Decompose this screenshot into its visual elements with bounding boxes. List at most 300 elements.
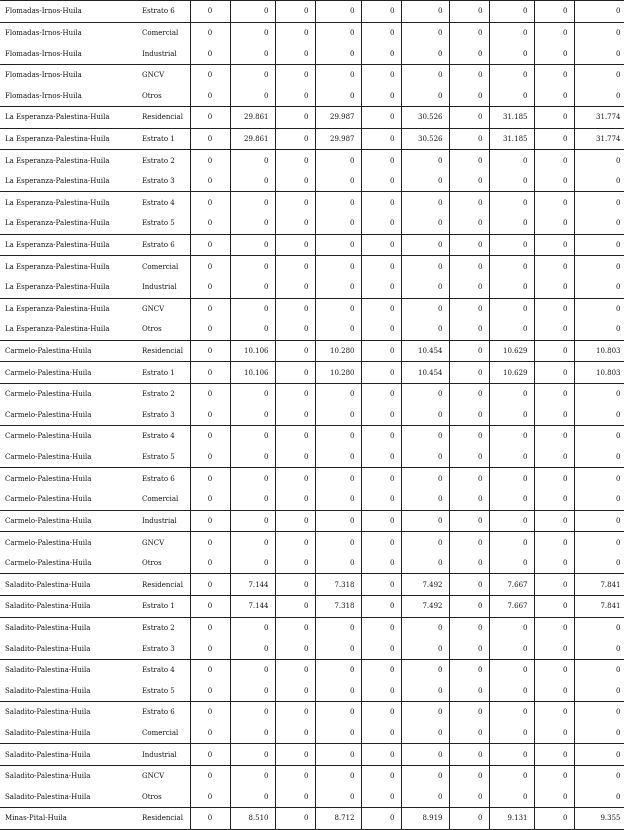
category-cell: Residencial: [140, 808, 190, 830]
location-cell: Saladito-Palestina-Huila: [5, 729, 91, 738]
value-cell: 0: [361, 277, 401, 298]
value-cell: 0: [190, 596, 230, 618]
value-cell: 0: [190, 340, 230, 362]
value-cell: 0: [275, 64, 315, 85]
value-cell: 0: [361, 192, 401, 213]
value-cell: 0: [401, 1, 449, 23]
value-cell: 0: [449, 468, 489, 489]
value-cell: 29.861: [230, 128, 275, 150]
location-cell: Carmelo-Palestina-Huila: [0, 362, 140, 384]
value-cell: 0: [449, 319, 489, 340]
value-cell: 0: [534, 256, 574, 277]
value-cell: 0: [574, 85, 624, 106]
value-cell: 0: [574, 383, 624, 404]
value-cell: 0: [275, 171, 315, 192]
category-cell: Industrial: [142, 49, 177, 58]
value-cell: 0: [315, 447, 361, 468]
value-cell: 0: [361, 43, 401, 64]
location-cell: Saladito-Palestina-Huila: [0, 596, 140, 618]
value-cell: 0: [401, 489, 449, 510]
value-cell: 29.987: [315, 107, 361, 129]
value-cell: 0: [574, 765, 624, 786]
value-cell: 0: [574, 277, 624, 298]
value-cell: 0: [315, 319, 361, 340]
value-cell: 0: [534, 298, 574, 319]
value-cell: 0: [230, 426, 275, 447]
value-cell: 0: [190, 405, 230, 426]
location-cell: Carmelo-Palestina-Huila: [5, 559, 92, 568]
location-cell: La Esperanza-Palestina-Huila: [5, 283, 110, 292]
category-cell: Otros: [142, 792, 162, 801]
value-cell: 0: [275, 532, 315, 553]
value-cell: 0: [230, 192, 275, 213]
value-cell: 0: [449, 681, 489, 702]
value-cell: 0: [449, 553, 489, 574]
value-cell: 0: [534, 405, 574, 426]
location-cell: Saladito-Palestina-Huila: [5, 644, 91, 653]
value-cell: 0: [534, 234, 574, 256]
table-row: [0, 171, 624, 192]
value-cell: 0: [489, 43, 534, 64]
value-cell: 0: [534, 171, 574, 192]
value-cell: 0: [230, 510, 275, 532]
value-cell: 0: [361, 468, 401, 489]
category-cell: GNCV: [140, 765, 190, 786]
value-cell: 0: [401, 723, 449, 744]
location-cell: Carmelo-Palestina-Huila: [0, 340, 140, 362]
value-cell: 0: [230, 638, 275, 659]
value-cell: 10.280: [315, 362, 361, 384]
value-cell: 0: [401, 447, 449, 468]
value-cell: 0: [489, 22, 534, 43]
value-cell: 0: [574, 553, 624, 574]
value-cell: 0: [574, 723, 624, 744]
value-cell: 0: [275, 298, 315, 319]
value-cell: 0: [190, 107, 230, 129]
value-cell: 0: [574, 702, 624, 723]
value-cell: 0: [275, 553, 315, 574]
value-cell: 0: [275, 85, 315, 106]
value-cell: 31.185: [489, 107, 534, 129]
value-cell: 0: [534, 447, 574, 468]
value-cell: 0: [401, 43, 449, 64]
location-cell: Flomadas-Irnos-Huila: [0, 22, 140, 43]
location-cell: Carmelo-Palestina-Huila: [5, 453, 92, 462]
value-cell: 0: [230, 532, 275, 553]
value-cell: 0: [230, 85, 275, 106]
value-cell: 0: [230, 489, 275, 510]
value-cell: 0: [449, 447, 489, 468]
value-cell: 0: [574, 744, 624, 766]
location-cell: La Esperanza-Palestina-Huila: [0, 256, 140, 277]
value-cell: 0: [361, 681, 401, 702]
value-cell: 0: [489, 617, 534, 638]
value-cell: 0: [574, 1, 624, 23]
value-cell: 0: [401, 681, 449, 702]
value-cell: 0: [190, 468, 230, 489]
table-row: [0, 787, 624, 808]
location-cell: Flomadas-Irnos-Huila: [5, 49, 82, 58]
value-cell: 0: [449, 510, 489, 532]
value-cell: 0: [190, 43, 230, 64]
value-cell: 0: [190, 617, 230, 638]
category-cell: Estrato 5: [142, 219, 175, 228]
value-cell: 0: [534, 574, 574, 596]
value-cell: 0: [190, 659, 230, 680]
value-cell: 0: [275, 787, 315, 808]
value-cell: 0: [275, 150, 315, 171]
value-cell: 0: [574, 532, 624, 553]
value-cell: 0: [361, 128, 401, 150]
value-cell: 0: [449, 787, 489, 808]
value-cell: 0: [361, 596, 401, 618]
value-cell: 0: [275, 447, 315, 468]
value-cell: 0: [401, 213, 449, 234]
value-cell: 0: [489, 553, 534, 574]
value-cell: 0: [401, 234, 449, 256]
value-cell: 0: [449, 617, 489, 638]
value-cell: 0: [489, 447, 534, 468]
value-cell: 0: [361, 150, 401, 171]
value-cell: 0: [574, 787, 624, 808]
value-cell: 0: [275, 213, 315, 234]
value-cell: 0: [315, 298, 361, 319]
value-cell: 0: [315, 787, 361, 808]
value-cell: 0: [275, 277, 315, 298]
value-cell: 0: [489, 659, 534, 680]
value-cell: 0: [401, 319, 449, 340]
value-cell: 0: [361, 22, 401, 43]
category-cell: Comercial: [142, 495, 179, 504]
value-cell: 0: [574, 681, 624, 702]
value-cell: 0: [275, 681, 315, 702]
value-cell: 0: [489, 171, 534, 192]
value-cell: 0: [190, 744, 230, 766]
value-cell: 0: [361, 234, 401, 256]
category-cell: Estrato 5: [142, 686, 175, 695]
table-row: [0, 128, 624, 150]
table-row: [0, 596, 624, 618]
table-row: [0, 277, 624, 298]
value-cell: 0: [190, 256, 230, 277]
value-cell: 0: [401, 150, 449, 171]
value-cell: 0: [275, 340, 315, 362]
value-cell: 0: [449, 85, 489, 106]
value-cell: 0: [534, 22, 574, 43]
category-cell: Estrato 4: [140, 192, 190, 213]
value-cell: 0: [361, 405, 401, 426]
value-cell: 0: [574, 489, 624, 510]
value-cell: 0: [449, 362, 489, 384]
value-cell: 0: [534, 596, 574, 618]
value-cell: 0: [449, 256, 489, 277]
value-cell: 0: [361, 723, 401, 744]
value-cell: 0: [190, 128, 230, 150]
value-cell: 0: [315, 468, 361, 489]
location-cell: Flomadas-Irnos-Huila: [0, 64, 140, 85]
value-cell: 0: [361, 553, 401, 574]
category-cell: Otros: [142, 559, 162, 568]
location-cell: Saladito-Palestina-Huila: [5, 686, 91, 695]
location-cell: La Esperanza-Palestina-Huila: [0, 128, 140, 150]
value-cell: 0: [574, 638, 624, 659]
value-cell: 0: [534, 340, 574, 362]
value-cell: 0: [230, 171, 275, 192]
table-row: [0, 85, 624, 106]
value-cell: 10.454: [401, 362, 449, 384]
location-cell: Flomadas-Irnos-Huila: [0, 1, 140, 23]
value-cell: 0: [275, 617, 315, 638]
value-cell: 0: [401, 383, 449, 404]
value-cell: 0: [449, 213, 489, 234]
value-cell: 0: [230, 468, 275, 489]
value-cell: 0: [534, 107, 574, 129]
value-cell: 0: [489, 298, 534, 319]
table-row: [0, 553, 624, 574]
value-cell: 0: [574, 468, 624, 489]
location-cell: Minas-Pital-Huila: [0, 808, 140, 830]
value-cell: 0: [449, 532, 489, 553]
value-cell: 0: [401, 277, 449, 298]
value-cell: 0: [275, 723, 315, 744]
value-cell: 0: [449, 234, 489, 256]
value-cell: 0: [449, 171, 489, 192]
value-cell: 0: [489, 319, 534, 340]
value-cell: 0: [534, 681, 574, 702]
value-cell: 0: [361, 64, 401, 85]
value-cell: 0: [315, 277, 361, 298]
category-cell: Estrato 6: [140, 1, 190, 23]
location-cell: La Esperanza-Palestina-Huila: [0, 192, 140, 213]
value-cell: 0: [534, 744, 574, 766]
location-cell: Saladito-Palestina-Huila: [0, 765, 140, 786]
value-cell: 0: [574, 256, 624, 277]
value-cell: 0: [449, 702, 489, 723]
table-row: [0, 150, 624, 171]
value-cell: 0: [534, 426, 574, 447]
value-cell: 0: [449, 489, 489, 510]
value-cell: 0: [489, 277, 534, 298]
table-row: [0, 192, 624, 213]
value-cell: 0: [315, 617, 361, 638]
value-cell: 0: [401, 659, 449, 680]
value-cell: 0: [489, 510, 534, 532]
value-cell: 0: [230, 553, 275, 574]
value-cell: 0: [401, 744, 449, 766]
table-row: [0, 489, 624, 510]
value-cell: 0: [574, 659, 624, 680]
value-cell: 0: [190, 192, 230, 213]
value-cell: 0: [401, 171, 449, 192]
value-cell: 0: [449, 150, 489, 171]
location-cell: La Esperanza-Palestina-Huila: [5, 325, 110, 334]
value-cell: 0: [315, 659, 361, 680]
value-cell: 7.667: [489, 574, 534, 596]
value-cell: 0: [401, 192, 449, 213]
location-cell: La Esperanza-Palestina-Huila: [0, 234, 140, 256]
value-cell: 0: [315, 532, 361, 553]
location-cell: Carmelo-Palestina-Huila: [0, 468, 140, 489]
value-cell: 0: [275, 22, 315, 43]
location-cell: Saladito-Palestina-Huila: [0, 659, 140, 680]
value-cell: 7.318: [315, 596, 361, 618]
value-cell: 0: [230, 765, 275, 786]
value-cell: 0: [190, 510, 230, 532]
table-row: [0, 22, 624, 43]
value-cell: 0: [190, 171, 230, 192]
value-cell: 0: [190, 447, 230, 468]
value-cell: 7.492: [401, 596, 449, 618]
value-cell: 0: [534, 553, 574, 574]
value-cell: 0: [401, 532, 449, 553]
value-cell: 0: [315, 43, 361, 64]
value-cell: 0: [230, 64, 275, 85]
value-cell: 0: [449, 1, 489, 23]
value-cell: 0: [275, 574, 315, 596]
location-cell: Saladito-Palestina-Huila: [0, 617, 140, 638]
value-cell: 0: [449, 383, 489, 404]
table-row: [0, 1, 624, 23]
value-cell: 0: [449, 596, 489, 618]
value-cell: 0: [361, 447, 401, 468]
value-cell: 10.629: [489, 340, 534, 362]
category-cell: Estrato 6: [140, 234, 190, 256]
value-cell: 0: [275, 128, 315, 150]
value-cell: 0: [275, 319, 315, 340]
value-cell: 0: [401, 787, 449, 808]
value-cell: 0: [190, 1, 230, 23]
value-cell: 0: [401, 510, 449, 532]
value-cell: 0: [190, 426, 230, 447]
value-cell: 0: [449, 574, 489, 596]
value-cell: 0: [230, 383, 275, 404]
value-cell: 7.667: [489, 596, 534, 618]
value-cell: 0: [361, 787, 401, 808]
table-row: [0, 744, 624, 766]
category-cell: Estrato 4: [140, 426, 190, 447]
value-cell: 0: [190, 681, 230, 702]
value-cell: 0: [574, 405, 624, 426]
value-cell: 0: [275, 744, 315, 766]
value-cell: 0: [574, 150, 624, 171]
value-cell: 0: [190, 64, 230, 85]
table-row: [0, 234, 624, 256]
value-cell: 0: [574, 447, 624, 468]
value-cell: 30.526: [401, 128, 449, 150]
value-cell: 0: [190, 150, 230, 171]
value-cell: 0: [401, 405, 449, 426]
value-cell: 0: [489, 192, 534, 213]
value-cell: 0: [361, 617, 401, 638]
value-cell: 31.774: [574, 128, 624, 150]
value-cell: 0: [275, 765, 315, 786]
table-row: [0, 426, 624, 447]
value-cell: 0: [401, 617, 449, 638]
category-cell: Residencial: [140, 107, 190, 129]
value-cell: 0: [574, 192, 624, 213]
value-cell: 0: [574, 43, 624, 64]
value-cell: 10.280: [315, 340, 361, 362]
value-cell: 0: [275, 702, 315, 723]
table-row: [0, 213, 624, 234]
value-cell: 0: [230, 150, 275, 171]
value-cell: 0: [361, 489, 401, 510]
value-cell: 0: [489, 744, 534, 766]
value-cell: 0: [401, 468, 449, 489]
value-cell: 0: [315, 723, 361, 744]
value-cell: 0: [230, 22, 275, 43]
value-cell: 0: [230, 234, 275, 256]
location-cell: Saladito-Palestina-Huila: [0, 744, 140, 766]
value-cell: 0: [275, 510, 315, 532]
value-cell: 0: [190, 638, 230, 659]
value-cell: 10.629: [489, 362, 534, 384]
value-cell: 0: [315, 681, 361, 702]
value-cell: 0: [401, 85, 449, 106]
category-cell: Estrato 2: [140, 617, 190, 638]
value-cell: 0: [489, 723, 534, 744]
table-row: [0, 362, 624, 384]
value-cell: 0: [230, 213, 275, 234]
value-cell: 0: [275, 808, 315, 830]
value-cell: 0: [190, 298, 230, 319]
value-cell: 0: [489, 383, 534, 404]
value-cell: 0: [534, 43, 574, 64]
table-row: [0, 510, 624, 532]
value-cell: 0: [275, 426, 315, 447]
value-cell: 0: [534, 808, 574, 830]
value-cell: 0: [489, 405, 534, 426]
location-cell: Saladito-Palestina-Huila: [5, 792, 91, 801]
table-row: [0, 383, 624, 404]
value-cell: 29.861: [230, 107, 275, 129]
table-row: [0, 447, 624, 468]
value-cell: 0: [534, 383, 574, 404]
value-cell: 0: [230, 405, 275, 426]
value-cell: 0: [315, 765, 361, 786]
value-cell: 0: [315, 22, 361, 43]
category-cell: Estrato 6: [140, 468, 190, 489]
value-cell: 0: [190, 702, 230, 723]
value-cell: 0: [534, 150, 574, 171]
value-cell: 0: [275, 638, 315, 659]
category-cell: Estrato 4: [140, 659, 190, 680]
value-cell: 0: [315, 256, 361, 277]
value-cell: 0: [190, 319, 230, 340]
value-cell: 0: [361, 383, 401, 404]
value-cell: 0: [315, 510, 361, 532]
location-cell: Carmelo-Palestina-Huila: [5, 410, 92, 419]
value-cell: 0: [230, 43, 275, 64]
value-cell: 0: [315, 702, 361, 723]
value-cell: 0: [315, 192, 361, 213]
value-cell: 0: [534, 277, 574, 298]
value-cell: 0: [275, 659, 315, 680]
table-row: [0, 617, 624, 638]
value-cell: 0: [361, 426, 401, 447]
category-cell: Otros: [142, 91, 162, 100]
value-cell: 0: [230, 447, 275, 468]
category-cell: Comercial: [140, 22, 190, 43]
value-cell: 0: [361, 510, 401, 532]
value-cell: 0: [401, 298, 449, 319]
table-row: [0, 64, 624, 85]
value-cell: 0: [190, 234, 230, 256]
value-cell: 10.803: [574, 340, 624, 362]
category-cell: Otros: [142, 325, 162, 334]
value-cell: 7.841: [574, 574, 624, 596]
value-cell: 0: [190, 553, 230, 574]
